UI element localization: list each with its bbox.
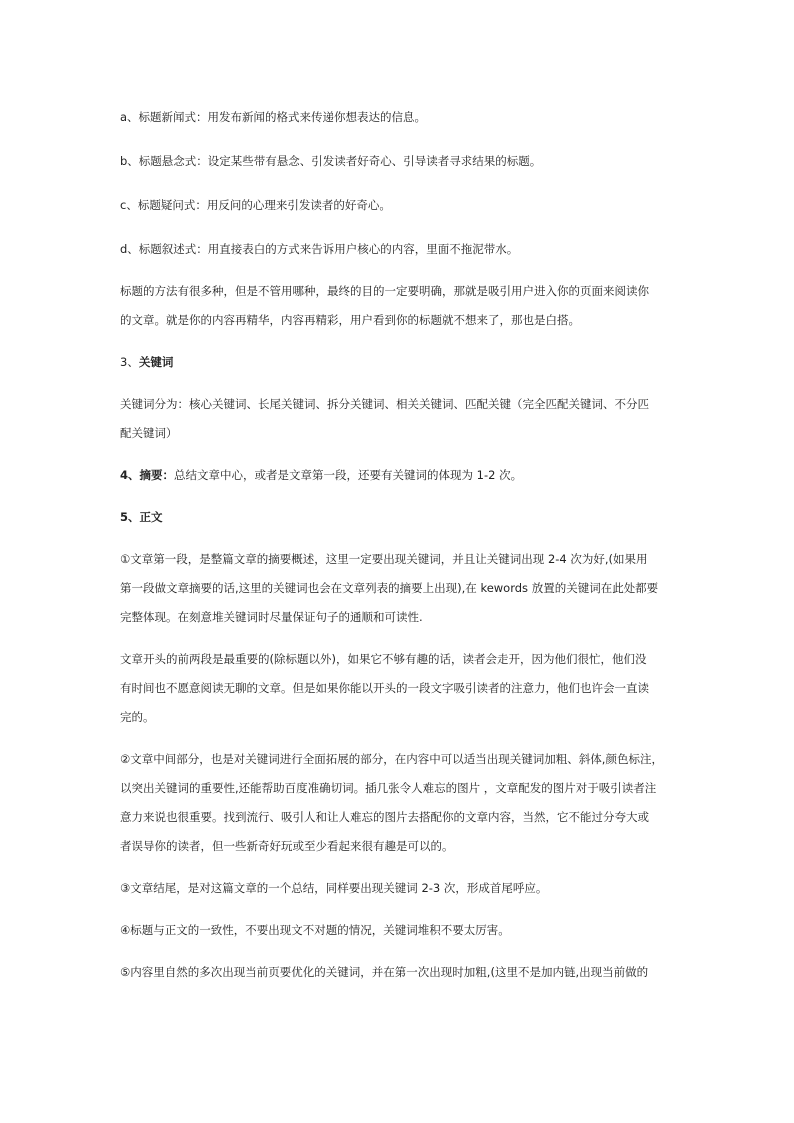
list-item-headline-narrative: d、标题叙述式：用直接表白的方式来告诉用户核心的内容，里面不拖泥带水。 — [120, 242, 519, 256]
section-heading-abstract: 4、摘要： — [120, 468, 175, 482]
body-paragraph-2 — [120, 645, 680, 732]
paragraph-line: ①文章第一段，是整篇文章的摘要概述，这里一定要出现关键词，并且让关键词出现 2-4 次为好,(如果用 — [120, 552, 648, 566]
headline-summary-paragraph — [120, 277, 680, 335]
paragraph-line: 有时间也不愿意阅读无聊的文章。但是如果你能以开头的一段文字吸引读者的注意力，他们也许会一直读 — [120, 681, 649, 695]
paragraph-line: 配关键词） — [120, 426, 178, 440]
body-paragraph-6: ⑤内容里自然的多次出现当前页要优化的关键词，并在第一次出现时加粗,(这里不是加内链,出现当前做的 — [120, 965, 649, 979]
section-number: 3、 — [120, 355, 139, 369]
paragraph-line: 标题的方法有很多种，但是不管用哪种，最终的目的一定要明确，那就是吸引用户进入你的页面来阅读你 — [120, 284, 649, 298]
paragraph-line: ②文章中间部分，也是对关键词进行全面拓展的部分，在内容中可以适当出现关键词加粗、斜体,颜色标注， — [120, 752, 663, 766]
paragraph-line: 的文章。就是你的内容再精华，内容再精彩，用户看到你的标题就不想来了，那也是白搭。 — [120, 313, 580, 327]
section-abstract — [120, 461, 680, 490]
paragraph-line: 以突出关键词的重要性,还能帮助百度准确切词。插几张令人难忘的图片 ，文章配发的图片对于吸引读者注 — [120, 781, 657, 795]
body-paragraph-5: ④标题与正文的一致性，不要出现文不对题的情况，关键词堆积不要太厉害。 — [120, 923, 510, 937]
paragraph-line: 完的。 — [120, 710, 155, 724]
body-paragraph-4: ③文章结尾，是对这篇文章的一个总结，同样要出现关键词 2-3 次，形成首尾呼应。 — [120, 881, 548, 895]
paragraph-line: 文章开头的前两段是最重要的(除标题以外)，如果它不够有趣的话，读者会走开，因为他们很忙，他们没 — [120, 652, 647, 666]
keywords-paragraph — [120, 390, 680, 448]
body-paragraph-3 — [120, 745, 680, 861]
paragraph-line: 第一段做文章摘要的话,这里的关键词也会在文章列表的摘要上出现),在 kewords 放置的关键词在此处都要 — [120, 581, 659, 595]
list-item-headline-question: c、标题疑问式：用反问的心理来引发读者的好奇心。 — [120, 198, 391, 212]
body-paragraph-1 — [120, 545, 680, 632]
abstract-text: 总结文章中心，或者是文章第一段，还要有关键词的体现为 1-2 次。 — [174, 468, 523, 482]
list-item-headline-suspense: b、标题悬念式：设定某些带有悬念、引发读者好奇心、引导读者寻求结果的标题。 — [120, 154, 542, 168]
section-label: 关键词 — [138, 355, 174, 369]
paragraph-line: 者误导你的读者，但一些新奇好玩或至少看起来很有趣是可以的。 — [120, 839, 454, 853]
section-heading-keywords — [120, 348, 680, 377]
list-item-headline-news: a、标题新闻式：用发布新闻的格式来传递你想表达的信息。 — [120, 110, 427, 124]
paragraph-line: 意力来说也很重要。找到流行、吸引人和让人难忘的图片去搭配你的文章内容，当然，它不能过分夸大或 — [120, 810, 649, 824]
paragraph-line: 关键词分为：核心关键词、长尾关键词、拆分关键词、相关关键词、匹配关键（完全匹配关键词、不分匹 — [120, 397, 649, 411]
paragraph-line: 完整体现。在刻意堆关键词时尽量保证句子的通顺和可读性. — [120, 610, 423, 624]
section-heading-body: 5、正文 — [120, 510, 163, 524]
document-body — [120, 103, 680, 987]
